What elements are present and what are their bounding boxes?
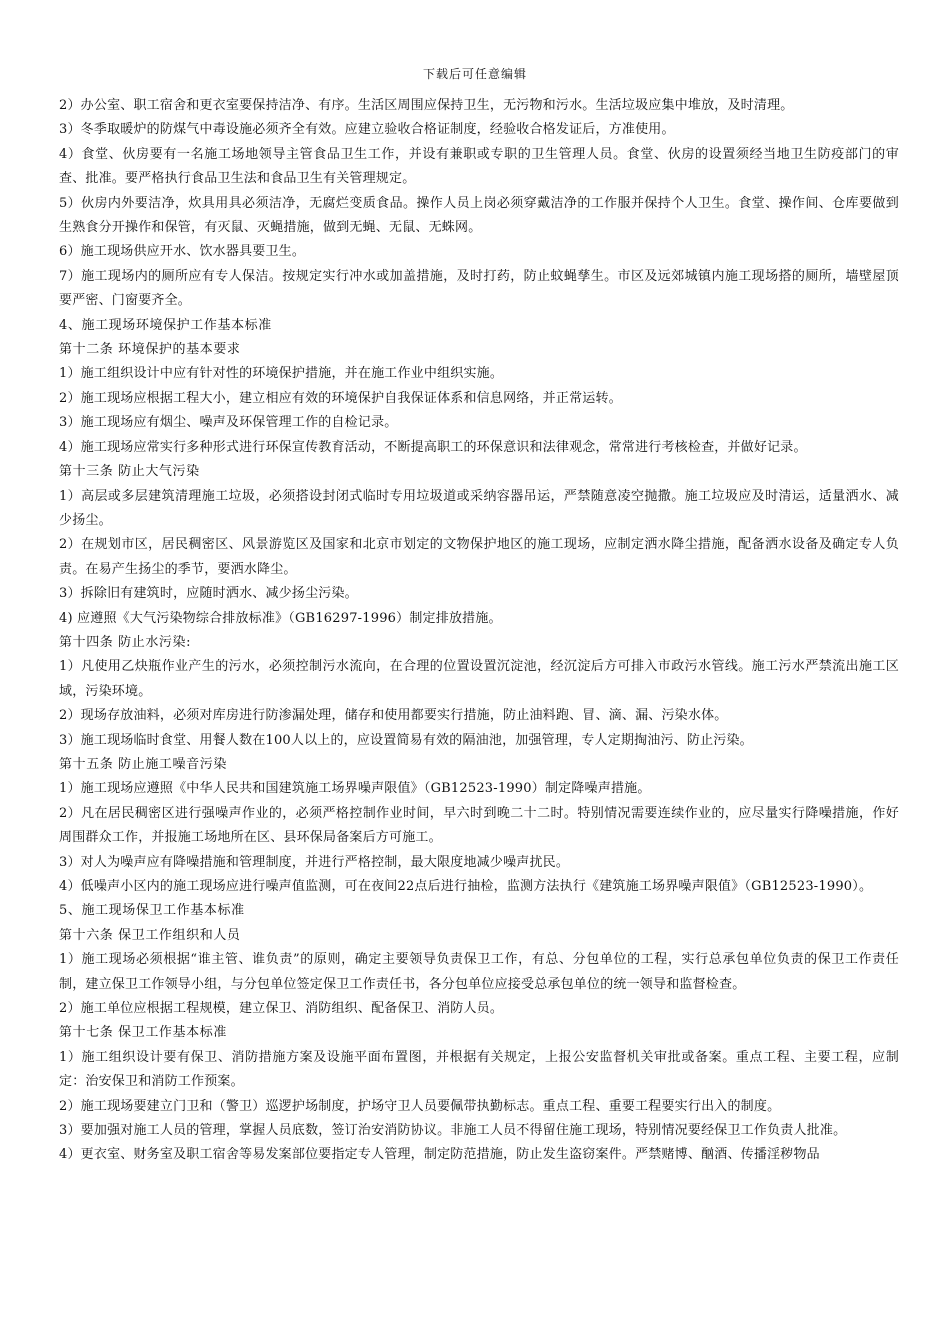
paragraph: 2）凡在居民稠密区进行强噪声作业的，必须严格控制作业时间，早六时到晚二十二时。特别情况需要连续作业的，应尽量实行降噪措施，作好周围群众工作，并报施工场地所在区、县环保局备案后方可施工。 (59, 805, 899, 846)
paragraph: 2）施工单位应根据工程规模，建立保卫、消防组织、配备保卫、消防人员。 (59, 1001, 504, 1017)
paragraph: 2）现场存放油料，必须对库房进行防渗漏处理，储存和使用都要实行措施，防止油料跑、冒、滴、漏、污染水体。 (59, 708, 728, 724)
paragraph: 7）施工现场内的厕所应有专人保洁。按规定实行冲水或加盖措施，及时打药，防止蚊蝇孳生。市区及远郊城镇内施工现场搭的厕所，墙壁屋顶要严密、门窗要齐全。 (59, 268, 899, 309)
paragraph: 5）伙房内外要洁净，炊具用具必须洁净，无腐烂变质食品。操作人员上岗必须穿戴洁净的工作服并保持个人卫生。食堂、操作间、仓库要做到生熟食分开操作和保管，有灭鼠、灭蝇措施，做到无蝇、无鼠、无蛛网。 (59, 195, 899, 236)
paragraph: 4）低噪声小区内的施工现场应进行噪声值监测，可在夜间22点后进行抽检，监测方法执行《建筑施工场界噪声限值》（GB12523-1990）。 (59, 879, 873, 894)
article-heading: 第十五条 防止施工噪音污染 (59, 756, 227, 772)
paragraph: 3）对人为噪声应有降噪措施和管理制度，并进行严格控制，最大限度地减少噪声扰民。 (59, 854, 570, 870)
article-heading: 第十二条 环境保护的基本要求 (59, 342, 241, 358)
paragraph: 4）施工现场应常实行多种形式进行环保宣传教育活动，不断提高职工的环保意识和法律观念，常常进行考核检查，并做好记录。 (59, 439, 807, 455)
paragraph: 1）凡使用乙炔瓶作业产生的污水，必须控制污水流向，在合理的位置设置沉淀池，经沉淀后方可排入市政污水管线。施工污水严禁流出施工区域，污染环境。 (59, 659, 899, 699)
paragraph: 2）施工现场应根据工程大小，建立相应有效的环境保护自我保证体系和信息网络，并正常运转。 (59, 390, 622, 406)
article-heading: 第十四条 防止水污染: (59, 634, 192, 650)
paragraph: 3）施工现场临时食堂、用餐人数在100人以上的，应设置简易有效的隔油池，加强管理，专人定期掏油污、防止污染。 (59, 732, 753, 748)
paragraph: 4) 应遵照《大气污染物综合排放标准》（GB16297-1996）制定排放措施。 (59, 610, 502, 626)
paragraph: 3）要加强对施工人员的管理，掌握人员底数，签订治安消防协议。非施工人员不得留住施工现场，特别情况要经保卫工作负责人批准。 (59, 1123, 847, 1139)
paragraph: 2）施工现场要建立门卫和（警卫）巡逻护场制度，护场守卫人员要佩带执勤标志。重点工程、重要工程要实行出入的制度。 (59, 1098, 781, 1114)
section-heading: 4、施工现场环境保护工作基本标准 (59, 317, 272, 333)
paragraph: 3）施工现场应有烟尘、噪声及环保管理工作的自检记录。 (59, 415, 398, 431)
paragraph: 2）办公室、职工宿舍和更衣室要保持洁净、有序。生活区周围应保持卫生，无污物和污水。生活垃圾应集中堆放，及时清理。 (59, 98, 794, 113)
paragraph: 2）在规划市区，居民稠密区、风景游览区及国家和北京市划定的文物保护地区的施工现场，应制定洒水降尘措施，配备洒水设备及确定专人负责。在易产生扬尘的季节，要洒水降尘。 (59, 537, 899, 577)
article-heading: 第十三条 防止大气污染 (59, 464, 200, 480)
paragraph: 1）施工组织设计要有保卫、消防措施方案及设施平面布置图，并根据有关规定，上报公安监督机关审批或备案。重点工程、主要工程，应制定：治安保卫和消防工作预案。 (59, 1049, 899, 1090)
paragraph: 1）施工组织设计中应有针对性的环境保护措施，并在施工作业中组织实施。 (59, 366, 504, 382)
paragraph: 1）施工现场必须根据“谁主管、谁负责”的原则，确定主要领导负责保卫工作，有总、分包单位的工程，实行总承包单位负责的保卫工作责任制，建立保卫工作领导小组，与分包单位签定保卫工作责任书，各分包单位应接受总承包单位的统一领导和监督检查。 (59, 952, 899, 992)
section-heading: 5、施工现场保卫工作基本标准 (59, 903, 245, 919)
paragraph: 4）更衣室、财务室及职工宿舍等易发案部位要指定专人管理，制定防范措施，防止发生盗窃案件。严禁赌博、酗酒、传播淫秽物品 (59, 1147, 820, 1163)
article-heading: 第十七条 保卫工作基本标准 (59, 1025, 227, 1041)
article-heading: 第十六条 保卫工作组织和人员 (59, 927, 241, 943)
page-header: 下载后可任意编辑 (422, 67, 527, 81)
document-body (59, 94, 899, 1168)
paragraph: 1）施工现场应遵照《中华人民共和国建筑施工场界噪声限值》（GB12523-1990）制定降噪声措施。 (59, 781, 651, 797)
paragraph: 1）高层或多层建筑清理施工垃圾，必须搭设封闭式临时专用垃圾道或采纳容器吊运，严禁随意凌空抛撒。施工垃圾应及时清运，适量洒水、减少扬尘。 (59, 488, 899, 528)
paragraph: 3）拆除旧有建筑时，应随时洒水、减少扬尘污染。 (59, 586, 358, 602)
paragraph: 4）食堂、伙房要有一名施工场地领导主管食品卫生工作，并设有兼职或专职的卫生管理人员。食堂、伙房的设置须经当地卫生防疫部门的审查、批准。要严格执行食品卫生法和食品卫生有关管理规定。 (59, 146, 899, 187)
paragraph: 3）冬季取暖炉的防煤气中毒设施必须齐全有效。应建立验收合格证制度，经验收合格发证后，方准使用。 (59, 122, 675, 138)
paragraph: 6）施工现场供应开水、饮水器具要卫生。 (59, 244, 306, 260)
